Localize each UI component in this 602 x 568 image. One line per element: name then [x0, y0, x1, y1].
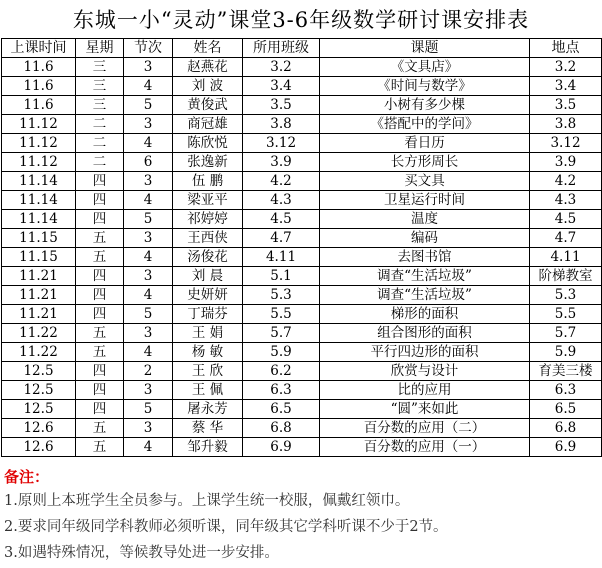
schedule-table [1, 38, 602, 457]
topic-cell: 《时间与数学》 [320, 77, 530, 96]
period-cell: 3 [124, 229, 173, 248]
time-cell: 11.12 [2, 153, 76, 172]
time-cell: 12.5 [2, 381, 76, 400]
period-cell: 2 [124, 362, 173, 381]
class-cell: 6.8 [243, 419, 320, 438]
teacher-cell: 伍 鹏 [173, 172, 243, 191]
teacher-cell: 杨 敏 [173, 343, 243, 362]
weekday-cell: 五 [76, 248, 124, 267]
table-row [2, 343, 602, 362]
header-time: 上课时间 [2, 39, 76, 58]
topic-cell: 长方形周长 [320, 153, 530, 172]
topic-cell: 组合图形的面积 [320, 324, 530, 343]
period-cell: 6 [124, 153, 173, 172]
teacher-cell: 赵燕花 [173, 58, 243, 77]
topic-cell: 买文具 [320, 172, 530, 191]
time-cell: 11.14 [2, 210, 76, 229]
location-cell: 5.7 [530, 324, 602, 343]
period-cell: 4 [124, 248, 173, 267]
period-cell: 3 [124, 267, 173, 286]
location-cell: 6.9 [530, 438, 602, 457]
weekday-cell: 四 [76, 400, 124, 419]
period-cell: 5 [124, 96, 173, 115]
teacher-cell: 刘 波 [173, 77, 243, 96]
weekday-cell: 二 [76, 153, 124, 172]
header-topic: 课题 [320, 39, 530, 58]
teacher-cell: 丁瑞芬 [173, 305, 243, 324]
time-cell: 11.6 [2, 77, 76, 96]
class-cell: 3.2 [243, 58, 320, 77]
teacher-cell: 王西侠 [173, 229, 243, 248]
topic-cell: 去图书馆 [320, 248, 530, 267]
class-cell: 6.9 [243, 438, 320, 457]
location-cell: 3.4 [530, 77, 602, 96]
header-weekday: 星期 [76, 39, 124, 58]
topic-cell: 《文具店》 [320, 58, 530, 77]
class-cell: 3.12 [243, 134, 320, 153]
weekday-cell: 五 [76, 419, 124, 438]
weekday-cell: 三 [76, 96, 124, 115]
time-cell: 11.12 [2, 115, 76, 134]
teacher-cell: 黄俊武 [173, 96, 243, 115]
location-cell: 4.2 [530, 172, 602, 191]
period-cell: 5 [124, 210, 173, 229]
table-row [2, 77, 602, 96]
table-row [2, 191, 602, 210]
class-cell: 5.9 [243, 343, 320, 362]
weekday-cell: 四 [76, 362, 124, 381]
time-cell: 11.22 [2, 324, 76, 343]
class-cell: 5.1 [243, 267, 320, 286]
time-cell: 12.6 [2, 438, 76, 457]
location-cell: 4.11 [530, 248, 602, 267]
notes-section [4, 466, 600, 566]
location-cell: 4.3 [530, 191, 602, 210]
class-cell: 6.5 [243, 400, 320, 419]
time-cell: 11.6 [2, 58, 76, 77]
teacher-cell: 蔡 华 [173, 419, 243, 438]
weekday-cell: 二 [76, 134, 124, 153]
header-teacher: 姓名 [173, 39, 243, 58]
time-cell: 11.21 [2, 267, 76, 286]
time-cell: 11.21 [2, 286, 76, 305]
class-cell: 4.7 [243, 229, 320, 248]
period-cell: 4 [124, 77, 173, 96]
period-cell: 3 [124, 419, 173, 438]
class-cell: 3.5 [243, 96, 320, 115]
table-row [2, 305, 602, 324]
table-row [2, 438, 602, 457]
weekday-cell: 四 [76, 381, 124, 400]
location-cell: 4.7 [530, 229, 602, 248]
class-cell: 5.3 [243, 286, 320, 305]
table-row [2, 58, 602, 77]
location-cell: 5.5 [530, 305, 602, 324]
class-cell: 4.5 [243, 210, 320, 229]
time-cell: 11.14 [2, 172, 76, 191]
location-cell: 6.5 [530, 400, 602, 419]
period-cell: 5 [124, 305, 173, 324]
weekday-cell: 三 [76, 77, 124, 96]
topic-cell: 比的应用 [320, 381, 530, 400]
teacher-cell: 王 欣 [173, 362, 243, 381]
table-row [2, 381, 602, 400]
table-row [2, 248, 602, 267]
topic-cell: 《搭配中的学问》 [320, 115, 530, 134]
period-cell: 3 [124, 381, 173, 400]
teacher-cell: 祁婷婷 [173, 210, 243, 229]
time-cell: 12.5 [2, 362, 76, 381]
teacher-cell: 陈欣悦 [173, 134, 243, 153]
table-row [2, 134, 602, 153]
period-cell: 3 [124, 58, 173, 77]
note-line-1: 1.原则上本班学生全员参与。上课学生统一校服，佩戴红领巾。 [4, 493, 410, 509]
period-cell: 3 [124, 115, 173, 134]
weekday-cell: 五 [76, 343, 124, 362]
topic-cell: 卫星运行时间 [320, 191, 530, 210]
teacher-cell: 屠永芳 [173, 400, 243, 419]
location-cell: 4.5 [530, 210, 602, 229]
location-cell: 3.9 [530, 153, 602, 172]
teacher-cell: 汤俊花 [173, 248, 243, 267]
weekday-cell: 五 [76, 438, 124, 457]
location-cell: 3.5 [530, 96, 602, 115]
table-row [2, 400, 602, 419]
teacher-cell: 商冠雄 [173, 115, 243, 134]
header-location: 地点 [530, 39, 602, 58]
class-cell: 6.2 [243, 362, 320, 381]
header-period: 节次 [124, 39, 173, 58]
location-cell: 育美三楼 [530, 362, 602, 381]
topic-cell: 梯形的面积 [320, 305, 530, 324]
period-cell: 5 [124, 400, 173, 419]
topic-cell: 调查“生活垃圾” [320, 267, 530, 286]
time-cell: 11.12 [2, 134, 76, 153]
topic-cell: 欣赏与设计 [320, 362, 530, 381]
time-cell: 11.21 [2, 305, 76, 324]
location-cell: 6.8 [530, 419, 602, 438]
teacher-cell: 梁亚平 [173, 191, 243, 210]
weekday-cell: 五 [76, 229, 124, 248]
teacher-cell: 刘 晨 [173, 267, 243, 286]
weekday-cell: 四 [76, 191, 124, 210]
weekday-cell: 四 [76, 267, 124, 286]
table-row [2, 229, 602, 248]
table-row [2, 362, 602, 381]
period-cell: 4 [124, 438, 173, 457]
topic-cell: 看日历 [320, 134, 530, 153]
weekday-cell: 四 [76, 210, 124, 229]
table-row [2, 172, 602, 191]
period-cell: 4 [124, 134, 173, 153]
weekday-cell: 四 [76, 286, 124, 305]
time-cell: 11.15 [2, 248, 76, 267]
teacher-cell: 张逸新 [173, 153, 243, 172]
class-cell: 5.7 [243, 324, 320, 343]
notes-heading: 备注： [4, 468, 50, 486]
period-cell: 3 [124, 324, 173, 343]
class-cell: 4.3 [243, 191, 320, 210]
class-cell: 3.8 [243, 115, 320, 134]
topic-cell: 调查“生活垃圾” [320, 286, 530, 305]
teacher-cell: 王 佩 [173, 381, 243, 400]
time-cell: 11.6 [2, 96, 76, 115]
location-cell: 5.3 [530, 286, 602, 305]
table-row [2, 267, 602, 286]
class-cell: 4.11 [243, 248, 320, 267]
class-cell: 5.5 [243, 305, 320, 324]
time-cell: 11.14 [2, 191, 76, 210]
period-cell: 4 [124, 191, 173, 210]
location-cell: 3.8 [530, 115, 602, 134]
table-row [2, 115, 602, 134]
location-cell: 阶梯教室 [530, 267, 602, 286]
weekday-cell: 四 [76, 172, 124, 191]
header-class: 所用班级 [243, 39, 320, 58]
table-row [2, 153, 602, 172]
table-row [2, 324, 602, 343]
time-cell: 11.15 [2, 229, 76, 248]
table-row [2, 419, 602, 438]
period-cell: 4 [124, 343, 173, 362]
period-cell: 4 [124, 286, 173, 305]
topic-cell: “圆”来如此 [320, 400, 530, 419]
topic-cell: 平行四边形的面积 [320, 343, 530, 362]
teacher-cell: 史妍妍 [173, 286, 243, 305]
time-cell: 11.22 [2, 343, 76, 362]
header-row [2, 39, 602, 58]
class-cell: 4.2 [243, 172, 320, 191]
table-row [2, 286, 602, 305]
location-cell: 3.12 [530, 134, 602, 153]
topic-cell: 百分数的应用（一） [320, 438, 530, 457]
weekday-cell: 二 [76, 115, 124, 134]
weekday-cell: 五 [76, 324, 124, 343]
weekday-cell: 三 [76, 58, 124, 77]
table-row [2, 96, 602, 115]
class-cell: 3.9 [243, 153, 320, 172]
class-cell: 3.4 [243, 77, 320, 96]
time-cell: 12.5 [2, 400, 76, 419]
teacher-cell: 王 娟 [173, 324, 243, 343]
topic-cell: 小树有多少棵 [320, 96, 530, 115]
class-cell: 6.3 [243, 381, 320, 400]
note-line-2: 2.要求同年级同学科教师必须听课，同年级其它学科听课不少于2节。 [4, 519, 448, 535]
table-row [2, 210, 602, 229]
topic-cell: 温度 [320, 210, 530, 229]
topic-cell: 百分数的应用（二） [320, 419, 530, 438]
time-cell: 12.6 [2, 419, 76, 438]
location-cell: 5.9 [530, 343, 602, 362]
weekday-cell: 四 [76, 305, 124, 324]
location-cell: 3.2 [530, 58, 602, 77]
page-title: 东城一小“灵动”课堂3-6年级数学研讨课安排表 [72, 8, 530, 32]
location-cell: 6.3 [530, 381, 602, 400]
topic-cell: 编码 [320, 229, 530, 248]
teacher-cell: 邹升毅 [173, 438, 243, 457]
note-line-3: 3.如遇特殊情况，等候教导处进一步安排。 [4, 545, 279, 561]
period-cell: 3 [124, 172, 173, 191]
